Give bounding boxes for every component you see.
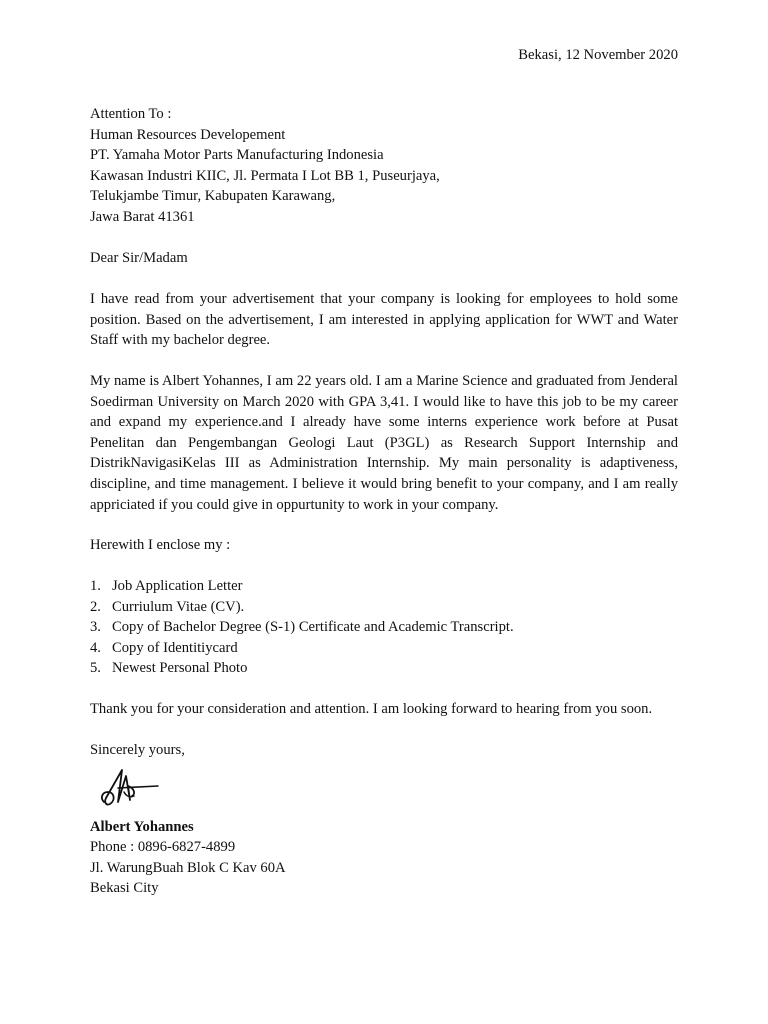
sender-city: Bekasi City [90, 880, 159, 896]
recipient-department: Human Resources Developement [90, 127, 286, 143]
enclosure-list [90, 576, 514, 679]
list-text: Copy of Bachelor Degree (S-1) Certificate and Academic Transcript. [112, 619, 514, 636]
list-number: 1. [90, 578, 101, 594]
paragraph-about: My name is Albert Yohannes, I am 22 years old. I am a Marine Science and graduated from Jenderal Soedirman University on March 2020 with GPA 3,41. I would like to have this job to be my career and expand my experience.and I already have some interns experience work before at Pusat Penelitan dan Pengembangan Geologi Laut (P3GL) as Research Support Internship and DistrikNavigasiKelas III as Administration Internship. My main personality is adaptiveness, discipline, and time management. I believe it would bring benefit to your company, and I am really appriciated if you could give in oppurtunity to work in your company. [90, 373, 678, 513]
recipient-address-1: Kawasan Industri KIIC, Jl. Permata I Lot BB 1, Puseurjaya, [90, 168, 440, 184]
list-text: Curriulum Vitae (CV). [112, 598, 245, 615]
list-item [90, 638, 514, 659]
list-number: 4. [90, 639, 101, 656]
paragraph-intro: I have read from your advertisement that your company is looking for employees to hold some position. Based on the advertisement, I am interested in applying application for WWT and Water Staff with my bachelor degree. [90, 291, 678, 349]
list-number: 3. [90, 619, 101, 636]
sender-name: Albert Yohannes [90, 819, 194, 835]
salutation: Dear Sir/Madam [90, 250, 188, 266]
enclose-intro: Herewith I enclose my : [90, 537, 231, 553]
list-item [90, 597, 514, 618]
signature-icon [96, 766, 162, 810]
closing: Sincerely yours, [90, 742, 185, 758]
sender-address: Jl. WarungBuah Blok C Kav 60A [90, 860, 286, 876]
list-item [90, 576, 514, 597]
closing-paragraph: Thank you for your consideration and attention. I am looking forward to hearing from you soon. [90, 701, 653, 717]
date-line: Bekasi, 12 November 2020 [518, 47, 678, 63]
list-text: Newest Personal Photo [112, 660, 248, 677]
recipient-address-2: Telukjambe Timur, Kabupaten Karawang, [90, 188, 336, 204]
attention-line: Attention To : [90, 106, 172, 122]
list-number: 5. [90, 660, 101, 677]
list-number: 2. [90, 598, 101, 615]
recipient-address-3: Jawa Barat 41361 [90, 209, 195, 225]
list-item [90, 617, 514, 638]
sender-phone: Phone : 0896-6827-4899 [90, 839, 236, 855]
list-item [90, 658, 514, 679]
list-text: Copy of Identitiycard [112, 639, 238, 656]
list-text: Job Application Letter [112, 578, 243, 594]
recipient-company: PT. Yamaha Motor Parts Manufacturing Indonesia [90, 147, 384, 163]
